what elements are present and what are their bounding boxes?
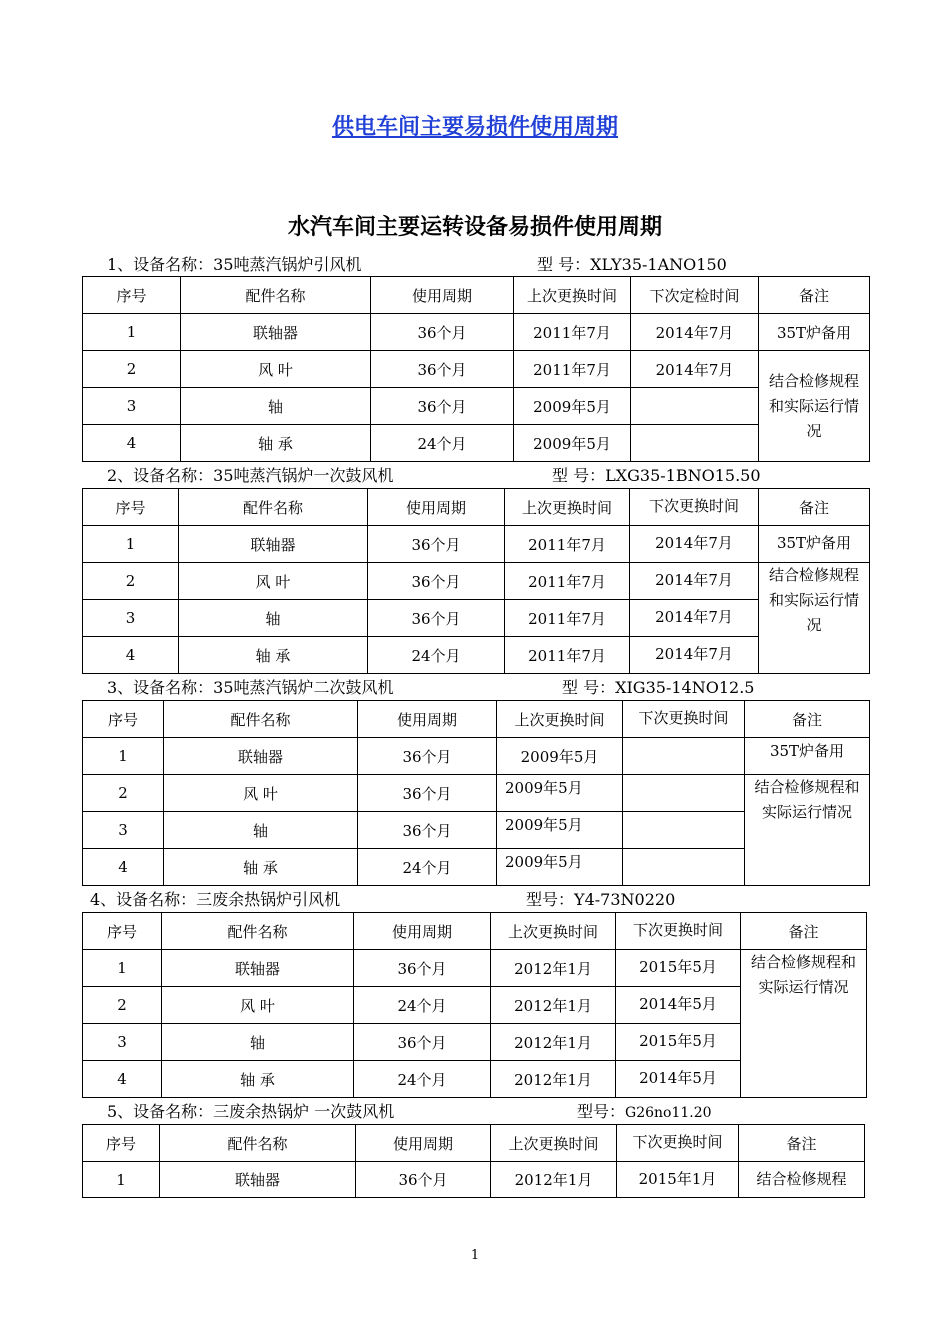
cell: 2012年1月	[491, 950, 616, 987]
model-label: 型 号：	[562, 678, 616, 697]
header-cell: 上次更换时间	[491, 913, 616, 950]
section-2-header	[107, 466, 867, 486]
header-cell: 备注	[759, 489, 870, 526]
cell	[623, 738, 745, 775]
table-header-row	[83, 701, 870, 738]
cell: 1	[83, 1162, 160, 1198]
section-1-table	[82, 276, 870, 462]
cell: 2009年5月	[497, 812, 623, 849]
cell: 轴	[162, 1024, 354, 1061]
cell: 2014年7月	[630, 637, 759, 674]
cell: 2012年1月	[491, 1024, 616, 1061]
cell	[631, 425, 759, 462]
cell: 2015年1月	[617, 1162, 739, 1198]
page-number: 1	[470, 1248, 480, 1263]
section-2-table	[82, 488, 870, 674]
header-cell: 下次更换时间	[617, 1125, 739, 1162]
cell: 联轴器	[162, 950, 354, 987]
cell: 1	[83, 950, 162, 987]
table-header-row	[83, 489, 870, 526]
cell: 风 叶	[162, 987, 354, 1024]
table-row	[83, 526, 870, 563]
cell: 1	[83, 314, 181, 351]
table-row	[83, 775, 870, 812]
cell: 36个月	[368, 600, 505, 637]
table-row	[83, 388, 870, 425]
cell: 3	[83, 600, 179, 637]
model-value: G26no11.20	[625, 1105, 712, 1121]
cell: 联轴器	[181, 314, 371, 351]
cell: 24个月	[358, 849, 497, 886]
header-cell: 使用周期	[356, 1125, 491, 1162]
header-cell: 备注	[739, 1125, 865, 1162]
cell: 联轴器	[164, 738, 358, 775]
equipment-name: 2、设备名称：35吨蒸汽锅炉一次鼓风机	[107, 466, 394, 485]
cell: 2011年7月	[505, 526, 630, 563]
cell: 2009年5月	[497, 738, 623, 775]
note-cell: 结合检修规程和实际运行情况	[759, 351, 870, 462]
table-row	[83, 314, 870, 351]
note-cell: 35T炉备用	[759, 314, 870, 351]
cell: 轴	[164, 812, 358, 849]
equipment-name: 1、设备名称：35吨蒸汽锅炉引风机	[107, 255, 362, 274]
cell: 24个月	[354, 1061, 491, 1098]
cell: 4	[83, 849, 164, 886]
model-number	[552, 466, 761, 486]
document-title: 供电车间主要易损件使用周期	[331, 115, 618, 140]
cell: 风 叶	[164, 775, 358, 812]
cell: 轴 承	[164, 849, 358, 886]
model-number	[526, 890, 675, 910]
cell: 轴 承	[162, 1061, 354, 1098]
cell: 2011年7月	[505, 563, 630, 600]
note-cell: 结合检修规程和实际运行情况	[741, 950, 867, 1098]
cell: 2	[83, 987, 162, 1024]
cell: 2015年5月	[616, 950, 741, 987]
cell: 36个月	[358, 812, 497, 849]
section-1-header	[107, 255, 867, 275]
section-4-header	[90, 890, 865, 910]
header-cell: 配件名称	[162, 913, 354, 950]
header-cell: 序号	[83, 913, 162, 950]
header-cell: 下次更换时间	[623, 701, 745, 738]
header-cell: 备注	[759, 277, 870, 314]
cell: 24个月	[354, 987, 491, 1024]
cell: 36个月	[371, 351, 514, 388]
note-cell: 结合检修规程	[739, 1162, 865, 1198]
table-header-row	[83, 277, 870, 314]
cell: 2014年5月	[616, 1061, 741, 1098]
model-label: 型号：	[577, 1102, 626, 1121]
header-cell: 备注	[741, 913, 867, 950]
cell: 4	[83, 425, 181, 462]
cell: 2014年7月	[631, 314, 759, 351]
cell: 36个月	[358, 738, 497, 775]
table-row	[83, 351, 870, 388]
header-cell: 序号	[83, 277, 181, 314]
cell: 2009年5月	[514, 388, 631, 425]
cell: 联轴器	[179, 526, 368, 563]
cell: 轴 承	[181, 425, 371, 462]
cell	[623, 849, 745, 886]
table-row	[83, 425, 870, 462]
cell: 风 叶	[179, 563, 368, 600]
cell: 36个月	[371, 388, 514, 425]
cell: 2014年7月	[630, 526, 759, 563]
header-cell: 使用周期	[371, 277, 514, 314]
note-cell: 结合检修规程和实际运行情况	[745, 775, 870, 886]
header-cell: 下次更换时间	[630, 489, 759, 526]
section-4-table	[82, 912, 867, 1098]
cell: 24个月	[371, 425, 514, 462]
cell: 2014年7月	[631, 351, 759, 388]
header-cell: 配件名称	[164, 701, 358, 738]
header-cell: 下次更换时间	[616, 913, 741, 950]
table-row	[83, 1162, 865, 1198]
cell: 1	[83, 738, 164, 775]
table-row	[83, 738, 870, 775]
model-value: Y4-73N0220	[574, 890, 676, 909]
cell	[623, 812, 745, 849]
table-row	[83, 637, 870, 674]
cell: 3	[83, 1024, 162, 1061]
model-number	[537, 255, 727, 275]
header-cell: 使用周期	[368, 489, 505, 526]
header-cell: 序号	[83, 489, 179, 526]
cell: 24个月	[368, 637, 505, 674]
header-cell: 序号	[83, 1125, 160, 1162]
cell: 1	[83, 526, 179, 563]
model-value: XIG35-14NO12.5	[615, 678, 755, 697]
note-cell: 35T炉备用	[759, 526, 870, 563]
cell: 2009年5月	[497, 775, 623, 812]
cell: 轴	[181, 388, 371, 425]
header-cell: 上次更换时间	[505, 489, 630, 526]
model-number	[577, 1102, 712, 1123]
cell: 36个月	[354, 1024, 491, 1061]
table-row	[83, 600, 870, 637]
note-cell: 35T炉备用	[745, 738, 870, 775]
cell: 风 叶	[181, 351, 371, 388]
cell: 36个月	[358, 775, 497, 812]
document-subtitle: 水汽车间主要运转设备易损件使用周期	[287, 215, 662, 240]
header-cell: 配件名称	[160, 1125, 356, 1162]
header-cell: 上次更换时间	[514, 277, 631, 314]
cell: 联轴器	[160, 1162, 356, 1198]
cell: 2	[83, 351, 181, 388]
section-5-table	[82, 1124, 865, 1198]
cell: 轴 承	[179, 637, 368, 674]
model-value: XLY35-1ANO150	[590, 255, 727, 274]
section-3-header	[107, 678, 867, 698]
cell	[631, 388, 759, 425]
header-cell: 使用周期	[358, 701, 497, 738]
cell: 2014年7月	[630, 563, 759, 600]
cell: 2011年7月	[505, 600, 630, 637]
equipment-name: 4、设备名称：三废余热锅炉引风机	[90, 890, 341, 909]
header-cell: 配件名称	[181, 277, 371, 314]
header-cell: 上次更换时间	[497, 701, 623, 738]
cell: 36个月	[368, 563, 505, 600]
cell: 轴	[179, 600, 368, 637]
header-cell: 上次更换时间	[491, 1125, 617, 1162]
cell	[623, 775, 745, 812]
section-5-header	[107, 1102, 867, 1122]
model-label: 型 号：	[537, 255, 591, 274]
section-3-table	[82, 700, 870, 886]
note-cell: 结合检修规程和实际运行情况	[759, 563, 870, 674]
cell: 2012年1月	[491, 1162, 617, 1198]
cell: 2015年5月	[616, 1024, 741, 1061]
header-cell: 序号	[83, 701, 164, 738]
cell: 2009年5月	[497, 849, 623, 886]
cell: 36个月	[371, 314, 514, 351]
cell: 2	[83, 563, 179, 600]
header-cell: 下次定检时间	[631, 277, 759, 314]
cell: 3	[83, 388, 181, 425]
model-value: LXG35-1BNO15.50	[605, 466, 761, 485]
model-label: 型号：	[526, 890, 575, 909]
cell: 36个月	[368, 526, 505, 563]
model-label: 型 号：	[552, 466, 606, 485]
cell: 36个月	[354, 950, 491, 987]
table-header-row	[83, 1125, 865, 1162]
cell: 2012年1月	[491, 987, 616, 1024]
cell: 4	[83, 637, 179, 674]
cell: 4	[83, 1061, 162, 1098]
cell: 2011年7月	[514, 314, 631, 351]
header-cell: 备注	[745, 701, 870, 738]
cell: 2014年7月	[630, 600, 759, 637]
cell: 2011年7月	[505, 637, 630, 674]
cell: 2014年5月	[616, 987, 741, 1024]
cell: 2012年1月	[491, 1061, 616, 1098]
cell: 3	[83, 812, 164, 849]
equipment-name: 3、设备名称：35吨蒸汽锅炉二次鼓风机	[107, 678, 394, 697]
cell: 2009年5月	[514, 425, 631, 462]
header-cell: 使用周期	[354, 913, 491, 950]
table-header-row	[83, 913, 867, 950]
cell: 2011年7月	[514, 351, 631, 388]
cell: 36个月	[356, 1162, 491, 1198]
table-row	[83, 563, 870, 600]
cell: 2	[83, 775, 164, 812]
table-row	[83, 950, 867, 987]
header-cell: 配件名称	[179, 489, 368, 526]
equipment-name: 5、设备名称：三废余热锅炉 一次鼓风机	[107, 1102, 395, 1121]
model-number	[562, 678, 754, 698]
